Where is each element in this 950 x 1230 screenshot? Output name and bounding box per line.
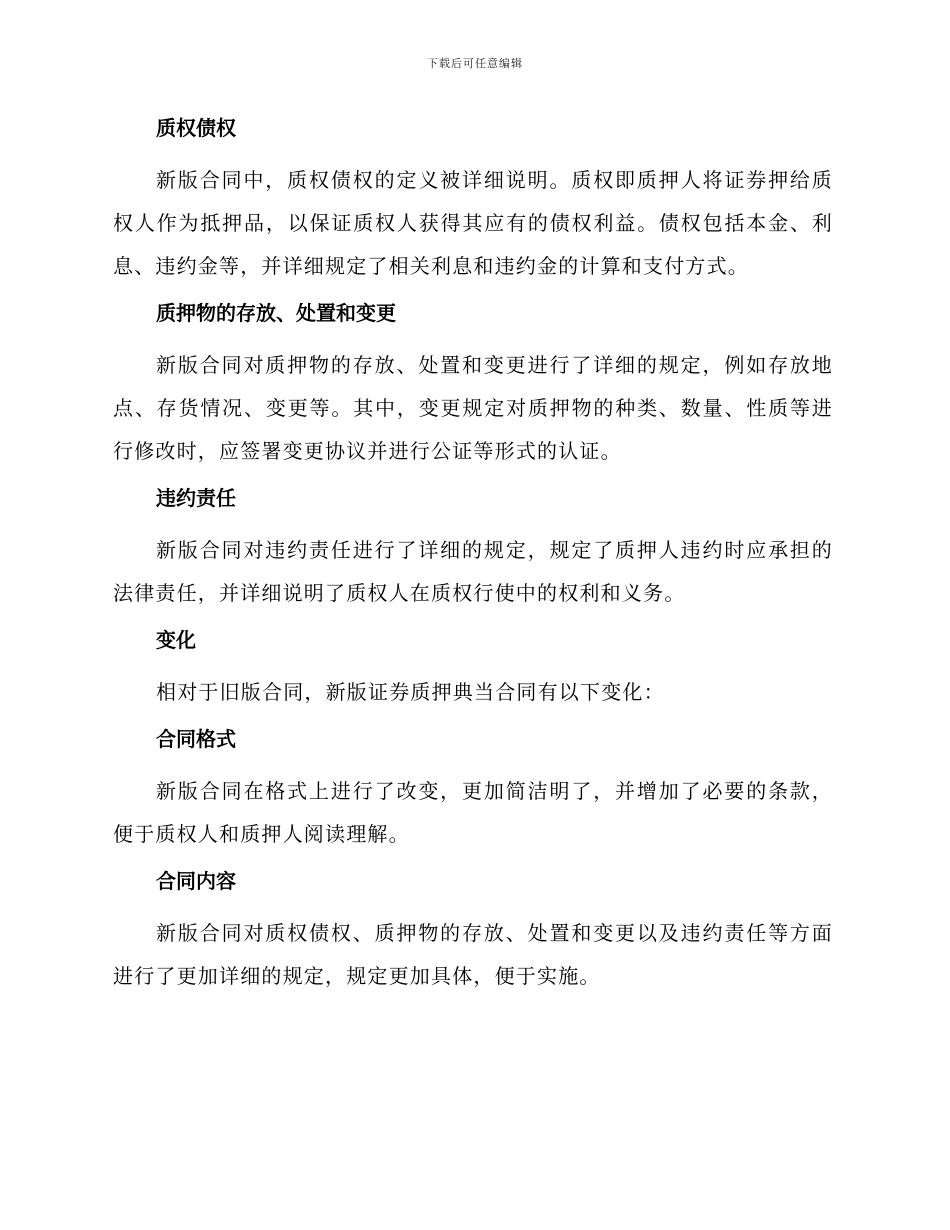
header-note: 下载后可任意编辑: [427, 57, 523, 70]
section-contract-content: [113, 866, 833, 998]
section-paragraph: 新版合同中，质权债权的定义被详细说明。质权即质押人将证券押给质权人作为抵押品，以保证质权人获得其应有的债权利益。债权包括本金、利息、违约金等，并详细规定了相关利息和违约金的计算和支付方式。: [113, 168, 833, 278]
section-heading: 质权债权: [156, 116, 236, 140]
section-heading: 质押物的存放、处置和变更: [156, 301, 396, 325]
section-heading: 违约责任: [156, 486, 236, 510]
section-heading: 合同格式: [156, 727, 236, 751]
section-breach-liability: [113, 483, 833, 615]
section-pledged-property: [113, 298, 833, 473]
section-pledge-claim: [113, 113, 833, 288]
section-paragraph: 新版合同在格式上进行了改变，更加简洁明了，并增加了必要的条款，便于质权人和质押人阅读理解。: [113, 779, 833, 846]
section-paragraph: 新版合同对质押物的存放、处置和变更进行了详细的规定，例如存放地点、存货情况、变更等。其中，变更规定对质押物的种类、数量、性质等进行修改时，应签署变更协议并进行公证等形式的认证。: [113, 353, 833, 463]
section-heading: 合同内容: [156, 869, 236, 893]
document-body: [113, 113, 833, 1008]
section-heading: 变化: [156, 628, 196, 652]
section-paragraph: 相对于旧版合同，新版证券质押典当合同有以下变化：: [156, 680, 665, 704]
section-paragraph: 新版合同对违约责任进行了详细的规定，规定了质押人违约时应承担的法律责任，并详细说明了质权人在质权行使中的权利和义务。: [113, 538, 833, 605]
section-contract-format: [113, 724, 833, 856]
section-paragraph: 新版合同对质权债权、质押物的存放、处置和变更以及违约责任等方面进行了更加详细的规定，规定更加具体，便于实施。: [113, 921, 833, 988]
section-changes: [113, 625, 833, 714]
